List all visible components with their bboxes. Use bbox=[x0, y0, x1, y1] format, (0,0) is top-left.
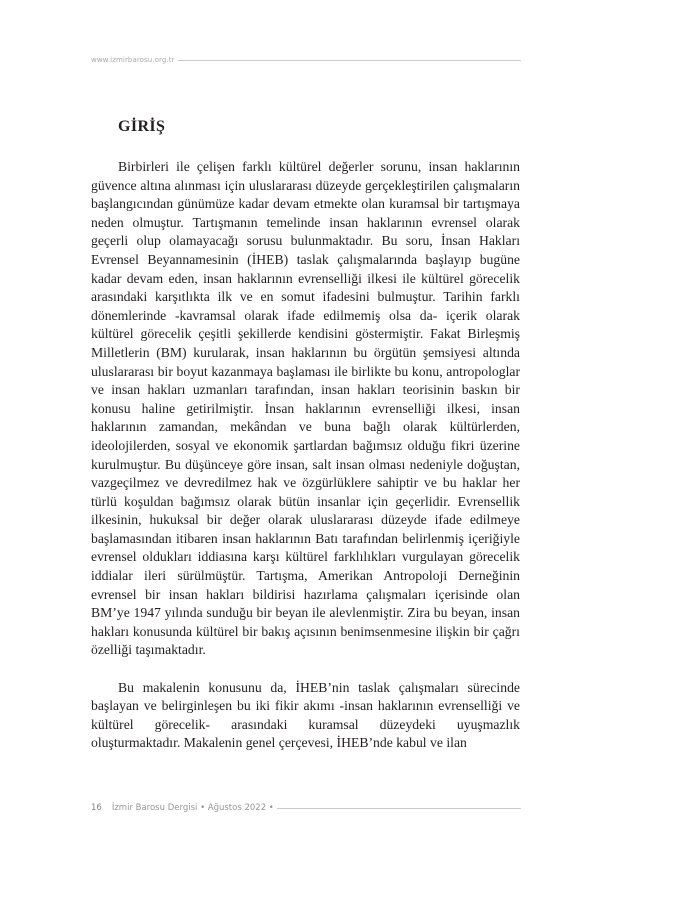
header-divider bbox=[178, 60, 521, 61]
section-heading: GİRİŞ bbox=[118, 118, 166, 135]
body-paragraph-2: Bu makalenin konusunu da, İHEB’nin taslak çalışmaları sürecinde başlayan ve belirginleşen bu iki fikir akımı -insan haklarının evrenselliği ve kültürel görecelik- arasındaki kuramsal düzeydeki uyuşmazlık oluşturmaktadır. Makalenin genel çerçevesi, İHEB’nde kabul ve ilan bbox=[91, 679, 520, 751]
body-paragraph-1: Birbirleri ile çelişen farklı kültürel değerler sorunu, insan haklarının güvence altına alınması için uluslararası düzeyde gerçekleştirilen çalışmaların başlangıcından günümüze kadar devam etmekte olan kuramsal bir tartışmaya neden olmuştur. Tartışmanın temelinde insan haklarının evrensel olarak geçerli olup olamayacağı sorusu bulunmaktadır. Bu soru, İnsan Hakları Evrensel Beyannamesinin (İHEB) taslak çalışmalarında başlayıp bugüne kadar devam eden, insan haklarının evrenselliği ilkesi ile kültürel görecelik arasındaki karşıtlıkta ilk ve en somut ifadesini bulmuştur. Tarihin farklı dönemlerinde -kavramsal olarak ifade edilmemiş olsa da- içerik olarak kültürel görecelik çeşitli şekillerde kendisini göstermiştir. Fakat Birleşmiş Milletlerin (BM) kurularak, insan haklarının bu örgütün şemsiyesi altında uluslararası bir boyut kazanmaya başlaması ile birlikte bu konu, antropologlar ve insan hakları uzmanları tarafından, insan hakları teorisinin baskın bir konusu haline getirilmiştir. İnsan haklarının evrenselliği ilkesi, insan haklarının zamandan, mekândan ve buna bağlı olarak kültürlerden, ideolojilerden, sosyal ve ekonomik şartlardan bağımsız olduğu fikri üzerine kurulmuştur. Bu düşünceye göre insan, salt insan olması nedeniyle doğuştan, vazgeçilmez ve devredilmez hak ve özgürlüklere sahiptir ve bu haklar her türlü koşuldan bağımsız olarak bütün insanlar için geçerlidir. Evrensellik ilkesinin, hukuksal bir değer olarak uluslararası düzeyde ifade edilmeye başlamasından itibaren insan haklarının Batı tarafından belirlenmiş içeriğiyle evrensel oldukları iddiasına karşı kültürel farklılıkları vurgulayan görecelik iddialar ileri sürülmüştür. Tartışma, Amerikan Antropoloji Derneğinin evrensel bir insan hakları bildirisi hazırlama çalışmaları içerisinde olan BM’ye 1947 yılında sunduğu bir beyan ile alevlenmiştir. Zira bu beyan, insan hakları konusunda kültürel bir bakış açısının benimsenmesine ilişkin bir çağrı özelliği taşımaktadır. bbox=[91, 159, 520, 658]
article-body bbox=[91, 158, 520, 798]
running-header bbox=[91, 53, 521, 67]
running-footer bbox=[91, 801, 521, 815]
journal-name: İzmir Barosu Dergisi • Ağustos 2022 • bbox=[111, 803, 274, 813]
header-website-url: www.izmirbarosu.org.tr bbox=[91, 56, 175, 64]
footer-divider bbox=[277, 808, 521, 809]
page-number: 16 bbox=[91, 803, 102, 813]
